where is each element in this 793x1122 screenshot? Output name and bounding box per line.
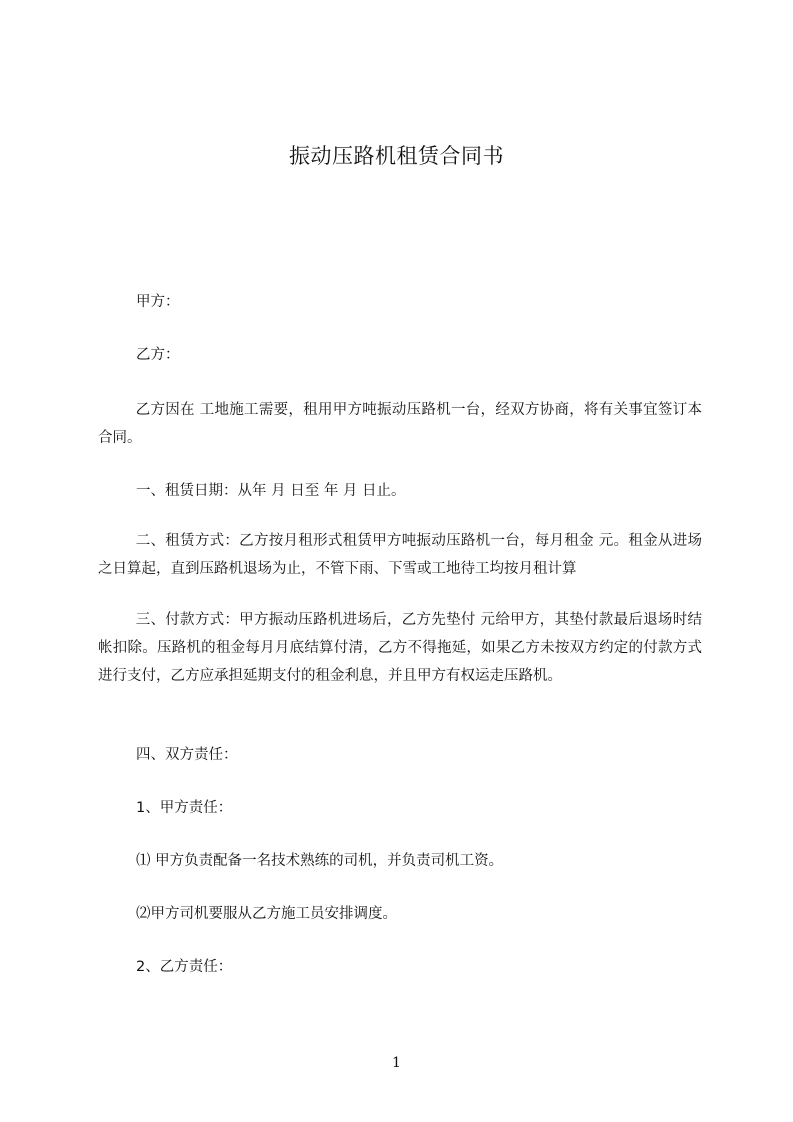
clause-payment-method: 三、付款方式：甲方振动压路机进场后，乙方先垫付 元给甲方，其垫付款最后退场时结帐扣除。压路机的租金每月月底结算付清，乙方不得拖延，如果乙方未按双方约定的付款方式进行支付，乙方应承担延期支付的租金利息，并且甲方有权运走压路机。 [98, 612, 702, 684]
party-a-responsibility-item-1: ⑴ 甲方负责配备一名技术熟练的司机，并负责司机工资。 [136, 853, 504, 869]
party-a-responsibilities-heading: 1、甲方责任： [136, 800, 233, 816]
intro-paragraph: 乙方因在 工地施工需要，租用甲方吨振动压路机一台，经双方协商，将有关事宜签订本合同。 [98, 402, 702, 446]
clause-lease-period: 一、租赁日期：从年 月 日至 年 月 日止。 [136, 483, 406, 499]
party-b-responsibilities-heading: 2、乙方责任： [136, 959, 233, 975]
party-a-label: 甲方： [136, 294, 180, 310]
party-b-label: 乙方： [136, 347, 180, 363]
clause-lease-method: 二、租赁方式：乙方按月租形式租赁甲方吨振动压路机一台，每月租金 元。租金从进场之日算起，直到压路机退场为止，不管下雨、下雪或工地待工均按月租计算 [98, 533, 702, 577]
document-title: 振动压路机租赁合同书 [289, 144, 504, 168]
clause-responsibilities-heading: 四、双方责任： [136, 747, 238, 763]
page-number: 1 [392, 1055, 401, 1071]
party-a-responsibility-item-2: ⑵甲方司机要服从乙方施工员安排调度。 [136, 906, 397, 922]
